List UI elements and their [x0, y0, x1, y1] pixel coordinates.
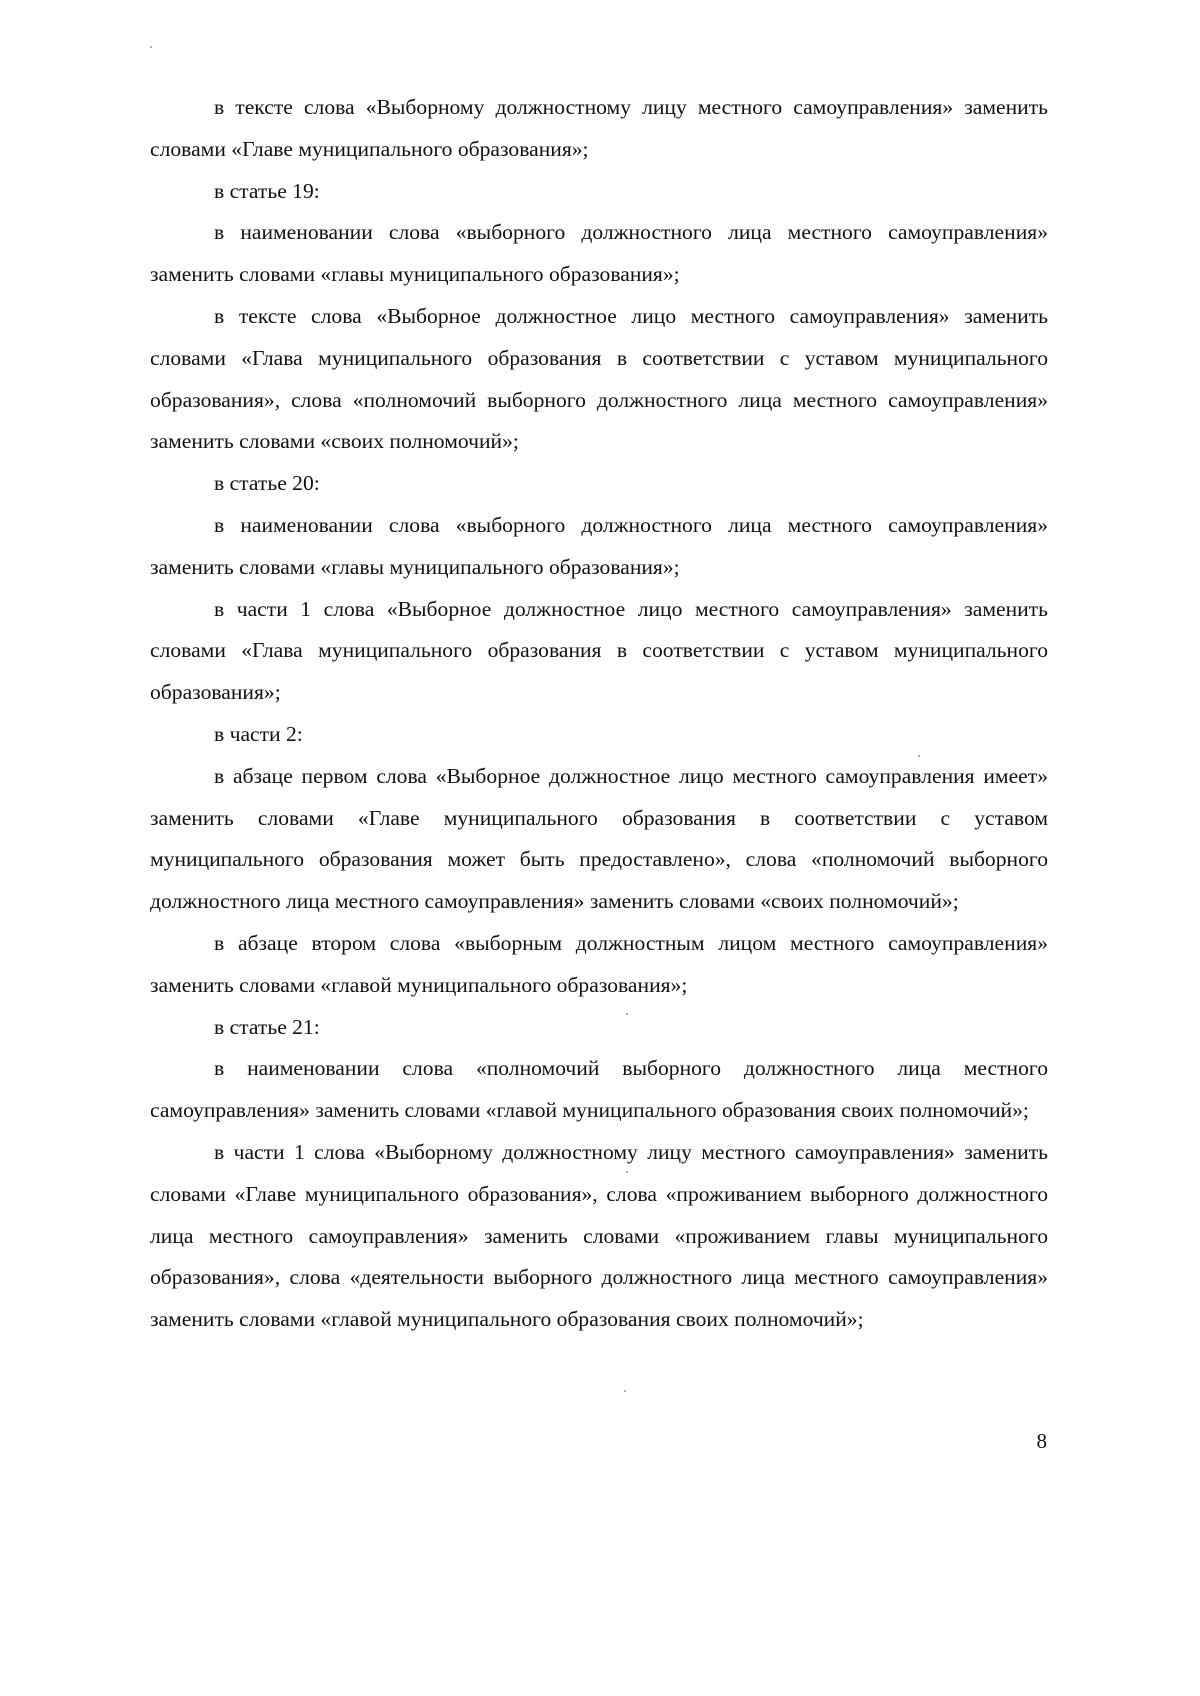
paragraph: в наименовании слова «выборного должностного лица местного самоуправления» заменить словами «главы муниципального образования»;	[150, 220, 1048, 287]
paragraph: в части 1 слова «Выборному должностному лицу местного самоуправления» заменить словами «Главе муниципального образования», слова «проживанием выборного должностного лица местного самоуправления» заменить словами «проживанием главы муниципального образования», слова «деятельности выборного должностного лица местного самоуправления» заменить словами «главой муниципального образования своих полномочий»;	[150, 1139, 1048, 1332]
page-number: 8	[1036, 1429, 1047, 1453]
paragraph: в статье 21:	[214, 1014, 320, 1039]
paragraph: в тексте слова «Выборному должностному лицу местного самоуправления» заменить словами «Главе муниципального образования»;	[150, 95, 1048, 161]
paragraph: в тексте слова «Выборное должностное лицо местного самоуправления» заменить словами «Глава муниципального образования в соответствии с уставом муниципального образования», слова «полномочий выборного должностного лица местного самоуправления» заменить словами «своих полномочий»;	[150, 303, 1048, 454]
paragraph: в абзаце первом слова «Выборное должностное лицо местного самоуправления имеет» заменить словами «Главе муниципального образования в соответствии с уставом муниципального образования может быть предоставлено», слова «полномочий выборного должностного лица местного самоуправления» заменить словами «своих полномочий»;	[150, 763, 1048, 914]
scan-speck	[150, 46, 152, 48]
paragraph: в части 2:	[214, 721, 303, 746]
scan-speck	[624, 1390, 626, 1392]
paragraph: в статье 19:	[214, 178, 320, 203]
paragraph: в статье 20:	[214, 471, 320, 496]
document-body	[150, 87, 1048, 1341]
paragraph: в наименовании слова «полномочий выборного должностного лица местного самоуправления» заменить словами «главой муниципального образования своих полномочий»;	[150, 1056, 1048, 1123]
paragraph: в наименовании слова «выборного должностного лица местного самоуправления» заменить словами «главы муниципального образования»;	[150, 512, 1048, 579]
paragraph: в абзаце втором слова «выборным должностным лицом местного самоуправления» заменить словами «главой муниципального образования»;	[150, 930, 1048, 997]
paragraph: в части 1 слова «Выборное должностное лицо местного самоуправления» заменить словами «Глава муниципального образования в соответствии с уставом муниципального образования»;	[150, 596, 1048, 705]
